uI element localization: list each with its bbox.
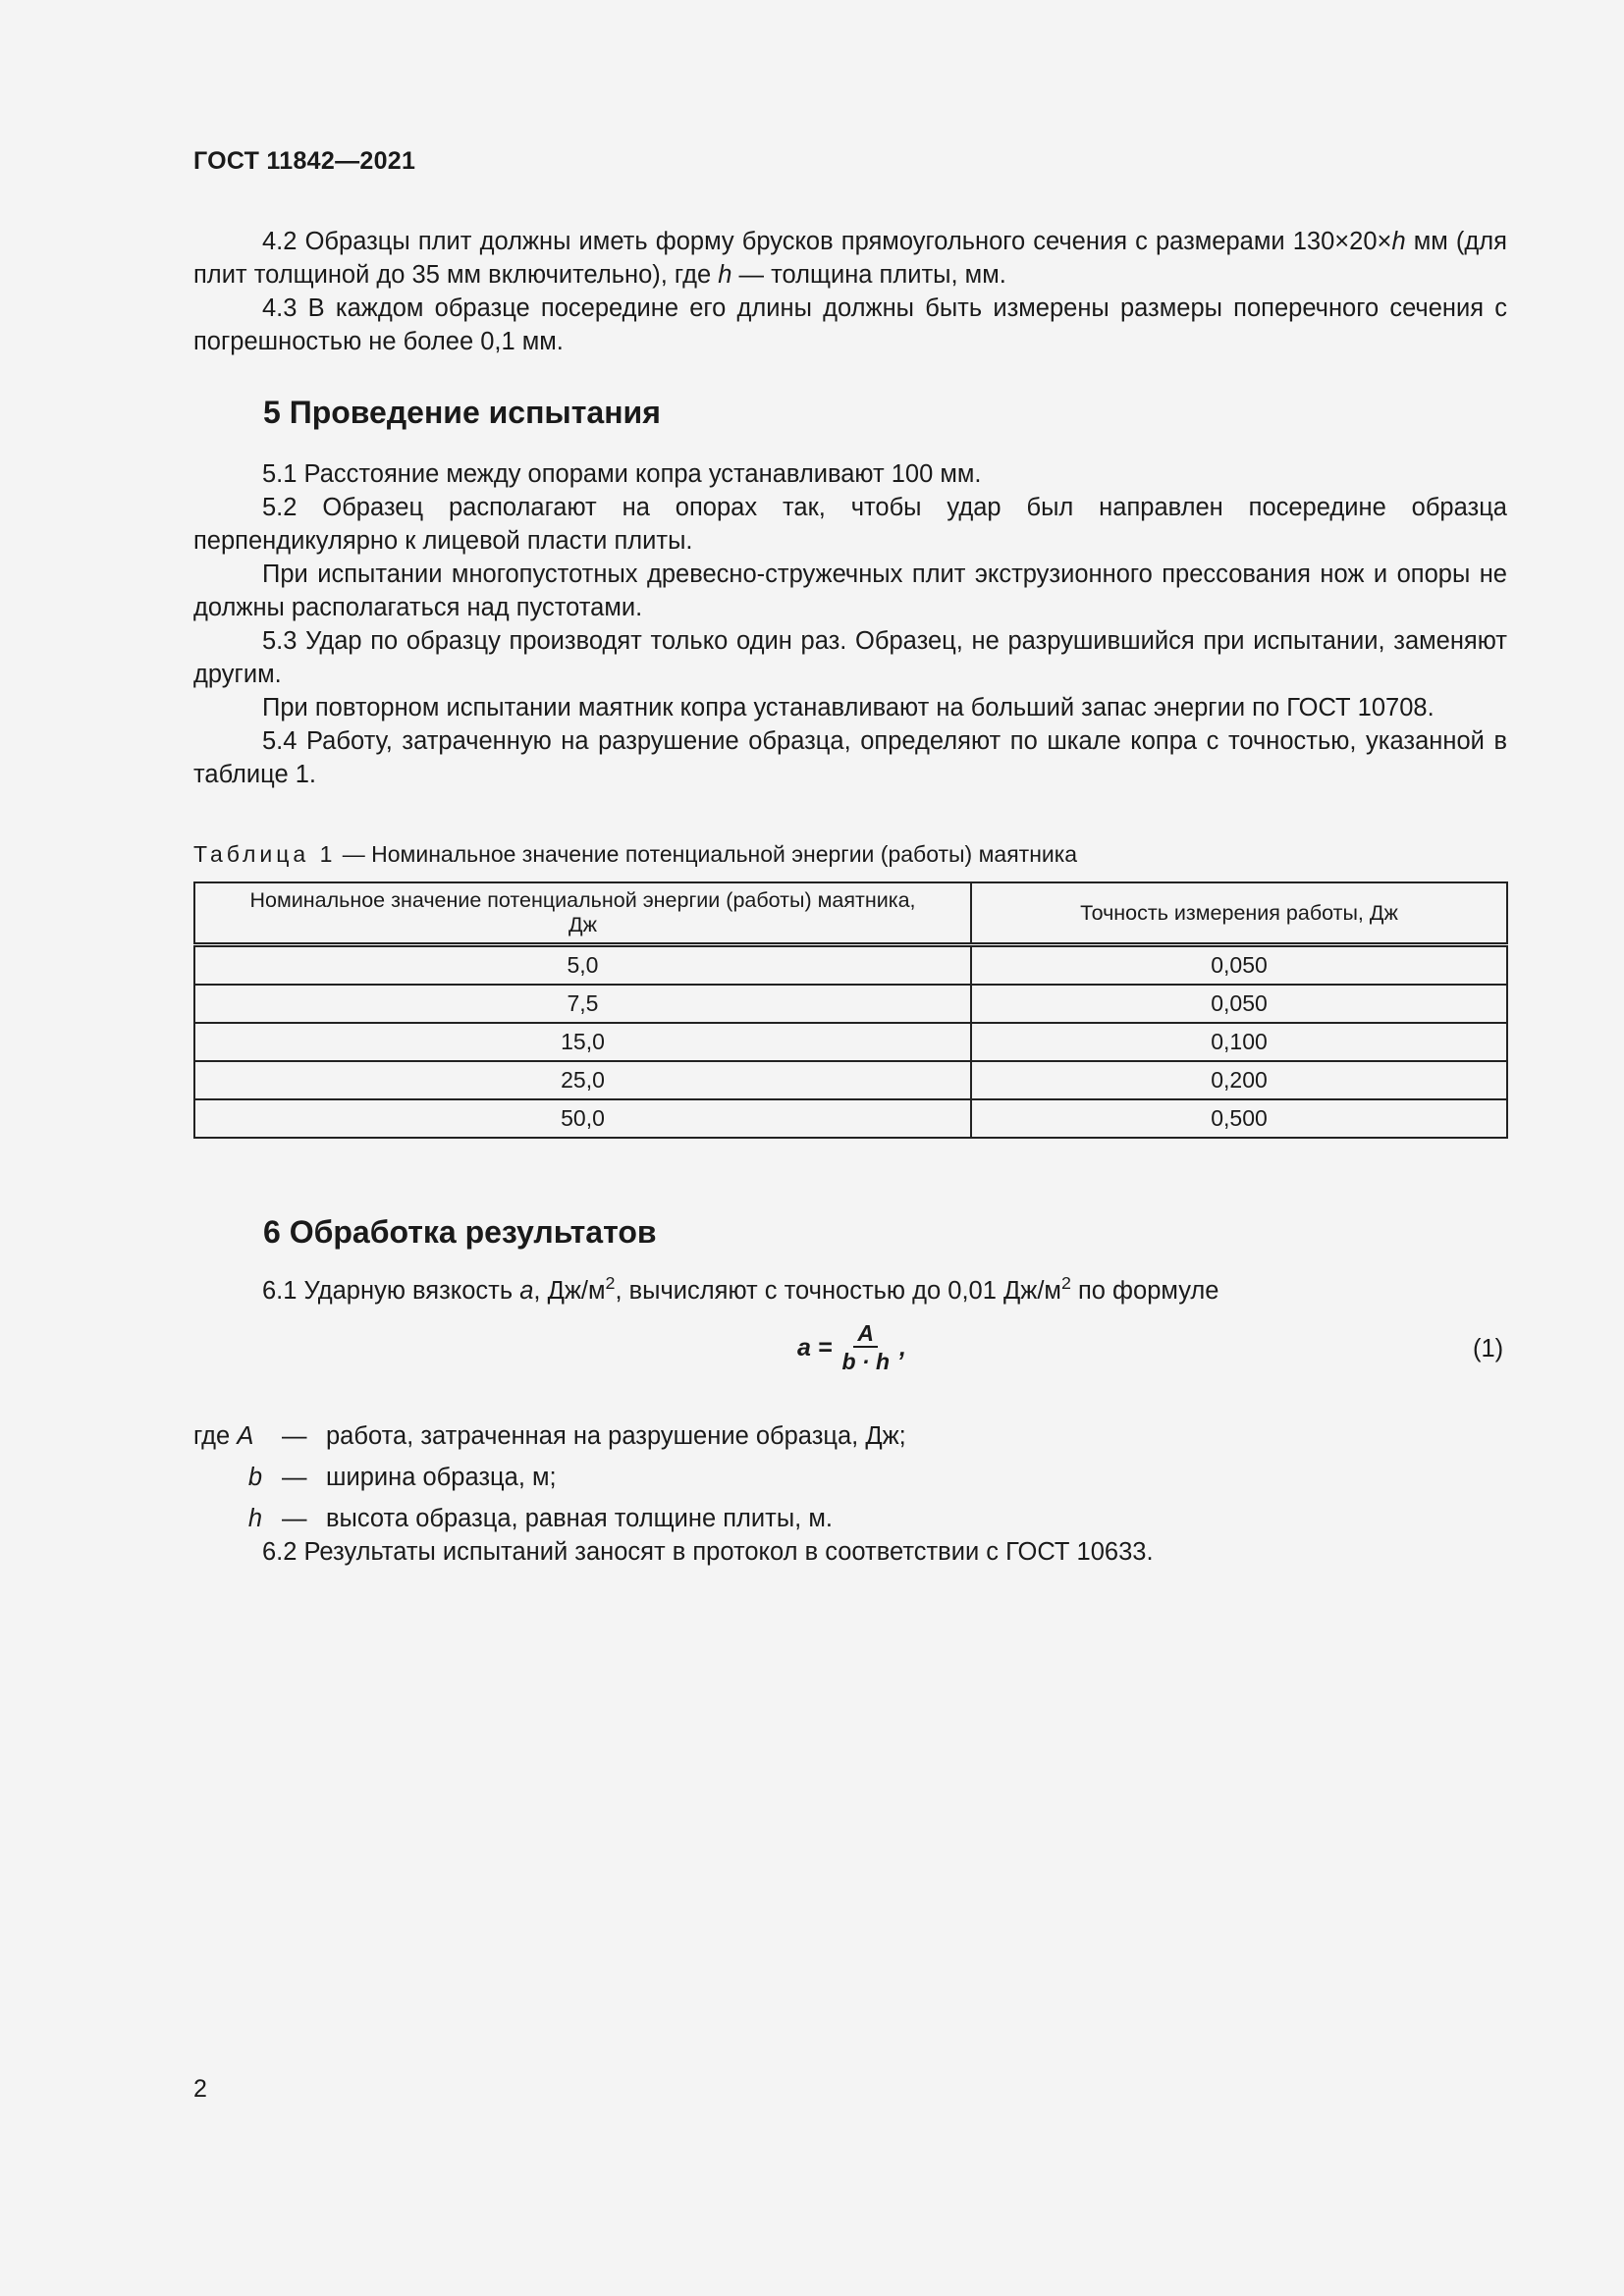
cell-energy: 25,0	[194, 1061, 971, 1099]
table-row	[194, 1099, 1507, 1138]
formula-tail: ,	[899, 1333, 906, 1362]
section-6-heading: 6 Обработка результатов	[263, 1214, 657, 1250]
cell-energy: 7,5	[194, 985, 971, 1023]
paragraph-6-1: 6.1 Ударную вязкость a, $Дж/м^2$, вычисляют с точностью до 0,01 $Дж/м^2$ по формуле	[262, 1273, 1219, 1305]
cell-accuracy: 0,200	[971, 1061, 1507, 1099]
table-row	[194, 1023, 1507, 1061]
cell-accuracy: 0,100	[971, 1023, 1507, 1061]
cell-energy: 5,0	[194, 945, 971, 986]
section-4-text	[193, 225, 1507, 358]
paragraph-4-2: 4.2 Образцы плит должны иметь форму брусков прямоугольного сечения с размерами 130×20×h мм (для плит толщиной до 35 мм включительно), где h — толщина плиты, мм.	[193, 228, 1507, 289]
paragraph-4-3: 4.3 В каждом образце посередине его длины должны быть измерены размеры поперечного сечения с погрешностью не более 0,1 мм.	[193, 294, 1507, 355]
section-6-1-text	[193, 1274, 1507, 1308]
section-5-text	[193, 457, 1507, 791]
formula-1	[797, 1320, 906, 1375]
cell-accuracy: 0,050	[971, 985, 1507, 1023]
table-row	[194, 945, 1507, 986]
column-header-accuracy: Точность измерения работы, Дж	[971, 882, 1507, 945]
formula-numerator: A	[853, 1320, 878, 1348]
table-row	[194, 1061, 1507, 1099]
cell-accuracy: 0,050	[971, 945, 1507, 986]
paragraph-5-2: 5.2 Образец располагают на опорах так, чтобы удар был направлен посередине образца перпендикулярно к лицевой пласти плиты.	[193, 494, 1507, 555]
where-line-b: b — ширина образца, м;	[247, 1464, 557, 1491]
paragraph-5-3: 5.3 Удар по образцу производят только один раз. Образец, не разрушившийся при испытании, заменяют другим.	[193, 627, 1507, 688]
where-line-a: где A — работа, затраченная на разрушение образца, Дж;	[193, 1422, 906, 1450]
formula-number: (1)	[1473, 1335, 1504, 1362]
paragraph-5-1: 5.1 Расстояние между опорами копра устанавливают 100 мм.	[262, 460, 982, 488]
table-1	[193, 881, 1508, 1139]
document-header: ГОСТ 11842—2021	[193, 147, 416, 175]
section-6-2-text	[193, 1535, 1507, 1569]
page-number: 2	[193, 2075, 207, 2103]
paragraph-6-2: 6.2 Результаты испытаний заносят в протокол в соответствии с ГОСТ 10633.	[262, 1538, 1154, 1566]
section-5-heading: 5 Проведение испытания	[263, 395, 661, 430]
cell-energy: 15,0	[194, 1023, 971, 1061]
table-row	[194, 985, 1507, 1023]
paragraph-5-2-note: При испытании многопустотных древесно-стружечных плит экструзионного прессования нож и опоры не должны располагаться над пустотами.	[193, 561, 1507, 621]
where-line-h: h — высота образца, равная толщине плиты, м.	[247, 1505, 833, 1532]
formula-fraction	[838, 1320, 893, 1375]
paragraph-5-3-note: При повторном испытании маятник копра устанавливают на больший запас энергии по ГОСТ 10708.	[262, 694, 1435, 721]
paragraph-5-4: 5.4 Работу, затраченную на разрушение образца, определяют по шкале копра с точностью, указанной в таблице 1.	[193, 727, 1507, 788]
table-header-row	[194, 882, 1507, 945]
formula-lhs: a =	[797, 1333, 833, 1362]
cell-accuracy: 0,500	[971, 1099, 1507, 1138]
cell-energy: 50,0	[194, 1099, 971, 1138]
column-header-energy: Номинальное значение потенциальной энергии (работы) маятника, Дж	[194, 882, 971, 945]
table-caption: Таблица 1 — Номинальное значение потенциальной энергии (работы) маятника	[193, 841, 1078, 867]
formula-denominator: b · h	[841, 1349, 890, 1374]
